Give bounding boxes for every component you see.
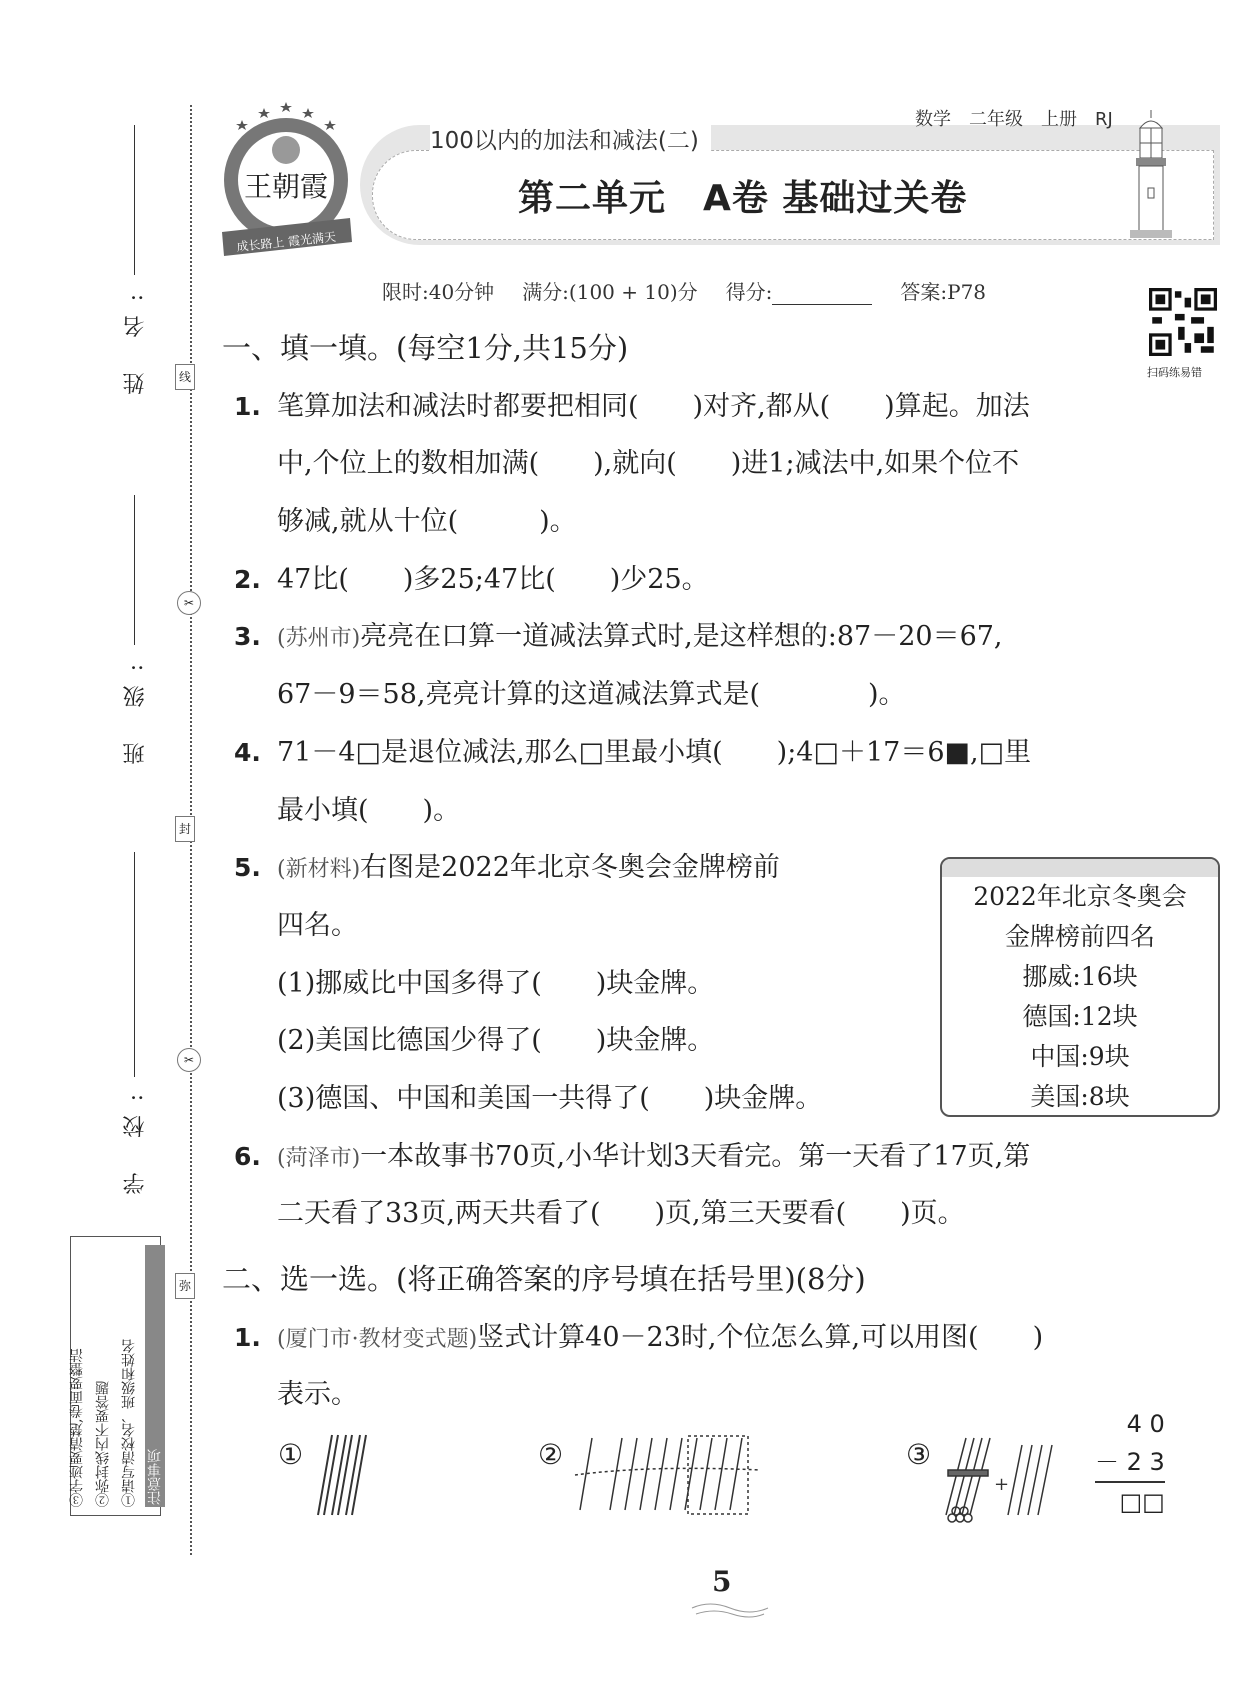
notes-box [70,1236,161,1516]
school-label: 学 校: [123,1080,148,1195]
question-line [222,666,1222,724]
question-text-body: 71－4□是退位减法,那么□里最小填( );4□＋17＝6■,□里 [277,736,1032,768]
question-text-body: 47比( )多25;47比( )少25。 [277,563,709,595]
class-label: 班 级: [123,650,148,765]
question-line [222,551,1222,609]
question-number: 2. [234,564,261,594]
logo [212,100,360,260]
option-1-sticks [308,1430,378,1520]
question-line [222,435,1222,493]
name-field[interactable] [134,125,135,275]
question-text-body: 一本故事书70页,小华计划3天看完。第一天看了17页,第 [360,1140,1031,1172]
question-line [222,608,1222,666]
subject-info: 数学 二年级 上册 RJ [915,109,1113,130]
tag-seal: 封 [175,816,195,842]
question-number: 3. [234,622,261,652]
question-text-body: 竖式计算40－23时,个位怎么算,可以用图( ) [477,1321,1044,1353]
option-1-label[interactable]: ① [278,1438,304,1471]
question-text [277,1128,1030,1188]
question-source: (苏州市) [277,626,361,652]
vertical-subtrahend: － 2 3 [1095,1448,1165,1476]
question-text [277,435,1019,493]
question-text [277,493,577,551]
question-line [222,493,1222,551]
medal-item: 美国:8块 [1030,1082,1130,1111]
medal-item: 德国:12块 [1022,1002,1138,1031]
vertical-minuend: 4 0 [1126,1410,1165,1438]
medal-title: 2022年北京冬奥会 [973,882,1187,911]
score-field[interactable] [772,284,872,305]
medal-item: 挪威:16块 [1022,962,1138,991]
question-line [222,1185,1222,1243]
question-line [222,1128,1222,1186]
question-text-body: 笔算加法和减法时都要把相同( )对齐,都从( )算起。加法 [277,390,1030,422]
question-text-body: 67－9＝58,亮亮计算的这道减法算式是( )。 [277,679,906,711]
question-source: (厦门市·教材变式题) [277,1326,478,1352]
question-source: (新材料) [277,857,361,883]
question-text [277,666,906,724]
scissors-icon: ✂ [177,1048,201,1072]
question-text-body: (2)美国比德国少得了( )块金牌。 [277,1025,715,1057]
question-text-body: 表示。 [277,1379,358,1411]
question-text [277,608,1003,668]
vertical-answer-boxes[interactable]: □□ [1095,1481,1165,1521]
question-text [277,1012,714,1070]
time-limit: 限时:40分钟 [382,280,495,304]
class-field[interactable] [134,495,135,645]
question-text [277,839,780,899]
tag-mi: 弥 [175,1273,195,1299]
name-label: 姓 名: [123,280,148,395]
question-line [222,378,1222,436]
question-text [277,378,1030,436]
answer-ref: 答案:P78 [900,280,987,304]
tag-line: 线 [175,364,195,390]
question-text [277,551,709,609]
plus-sign: + [994,1474,1010,1495]
vertical-calculation [1095,1405,1165,1521]
question-text [277,724,1031,782]
qr-caption: 扫码练易错 [1147,366,1202,379]
question-text-body: 二天看了33页,两天共看了( )页,第三天要看( )页。 [277,1198,965,1230]
option-2-label[interactable]: ② [538,1438,564,1471]
logo-name: 王朝霞 [243,170,329,203]
question-text [277,955,714,1013]
option-2-sticks [570,1430,770,1520]
question-text [277,1185,965,1243]
question-source: (菏泽市) [277,1145,361,1171]
medal-table-box [940,857,1220,1117]
note-item: ①请写清校名、班级和姓名 [120,1339,137,1507]
svg-text:成长路上 霞光满天: 成长路上 霞光满天 [235,229,337,255]
page-number: 5 [712,1565,732,1598]
score-label: 得分: [725,280,773,304]
lighthouse-icon [1130,108,1172,238]
option-3-bundle-sticks [938,1430,1078,1530]
full-score: 满分:(100 + 10)分 [522,280,698,304]
wave-decoration [690,1600,770,1620]
scissors-icon: ✂ [177,591,201,615]
question-number: 1. [234,391,261,421]
question-text-body: 够减,就从十位( )。 [277,506,577,538]
question-number: 1. [234,1322,261,1352]
medal-item: 中国:9块 [1030,1042,1130,1071]
question-number: 6. [234,1141,261,1171]
question-line [222,782,1222,840]
notes-title: 注意事项 [145,1245,165,1507]
question-text [277,782,460,840]
unit-series: 100以内的加法和减法(二) [430,122,711,155]
question-line [222,1366,1222,1424]
exam-meta [382,276,986,305]
question-text-body: 一、填一填。(每空1分,共15分) [222,331,629,365]
question-text [277,1366,358,1424]
question-number: 5. [234,853,261,883]
section-heading [222,320,1222,378]
page-title: 第二单元 A卷 基础过关卷 [518,178,968,219]
question-text [277,1070,822,1128]
note-item: ③字迹要清楚,卷面要整洁 [68,1348,85,1507]
question-text-body: 中,个位上的数相加满( ),就向( )进1;减法中,如果个位不 [277,448,1020,480]
question-text-body: 亮亮在口算一道减法算式时,是这样想的:87－20＝67, [360,621,1003,653]
note-item: ②弥封线内不要答题 [94,1381,111,1507]
question-text-body: (3)德国、中国和美国一共得了( )块金牌。 [277,1082,823,1114]
question-text [277,897,358,955]
question-text-body: 二、选一选。(将正确答案的序号填在括号里)(8分) [222,1262,866,1296]
question-text-body: (1)挪威比中国多得了( )块金牌。 [277,967,715,999]
question-text-body: 右图是2022年北京冬奥会金牌榜前 [360,852,780,884]
school-field[interactable] [134,852,135,1077]
question-text [222,1251,866,1309]
medal-subtitle: 金牌榜前四名 [1004,922,1155,951]
question-text [222,320,628,378]
question-text [277,1309,1043,1369]
question-text-body: 最小填( )。 [277,794,461,826]
question-line [222,724,1222,782]
question-number: 4. [234,737,261,767]
question-line [222,1309,1222,1367]
box-wave-decoration [942,859,1218,877]
option-3-label[interactable]: ③ [906,1438,932,1471]
section-heading [222,1251,1222,1309]
question-text-body: 四名。 [277,909,358,941]
